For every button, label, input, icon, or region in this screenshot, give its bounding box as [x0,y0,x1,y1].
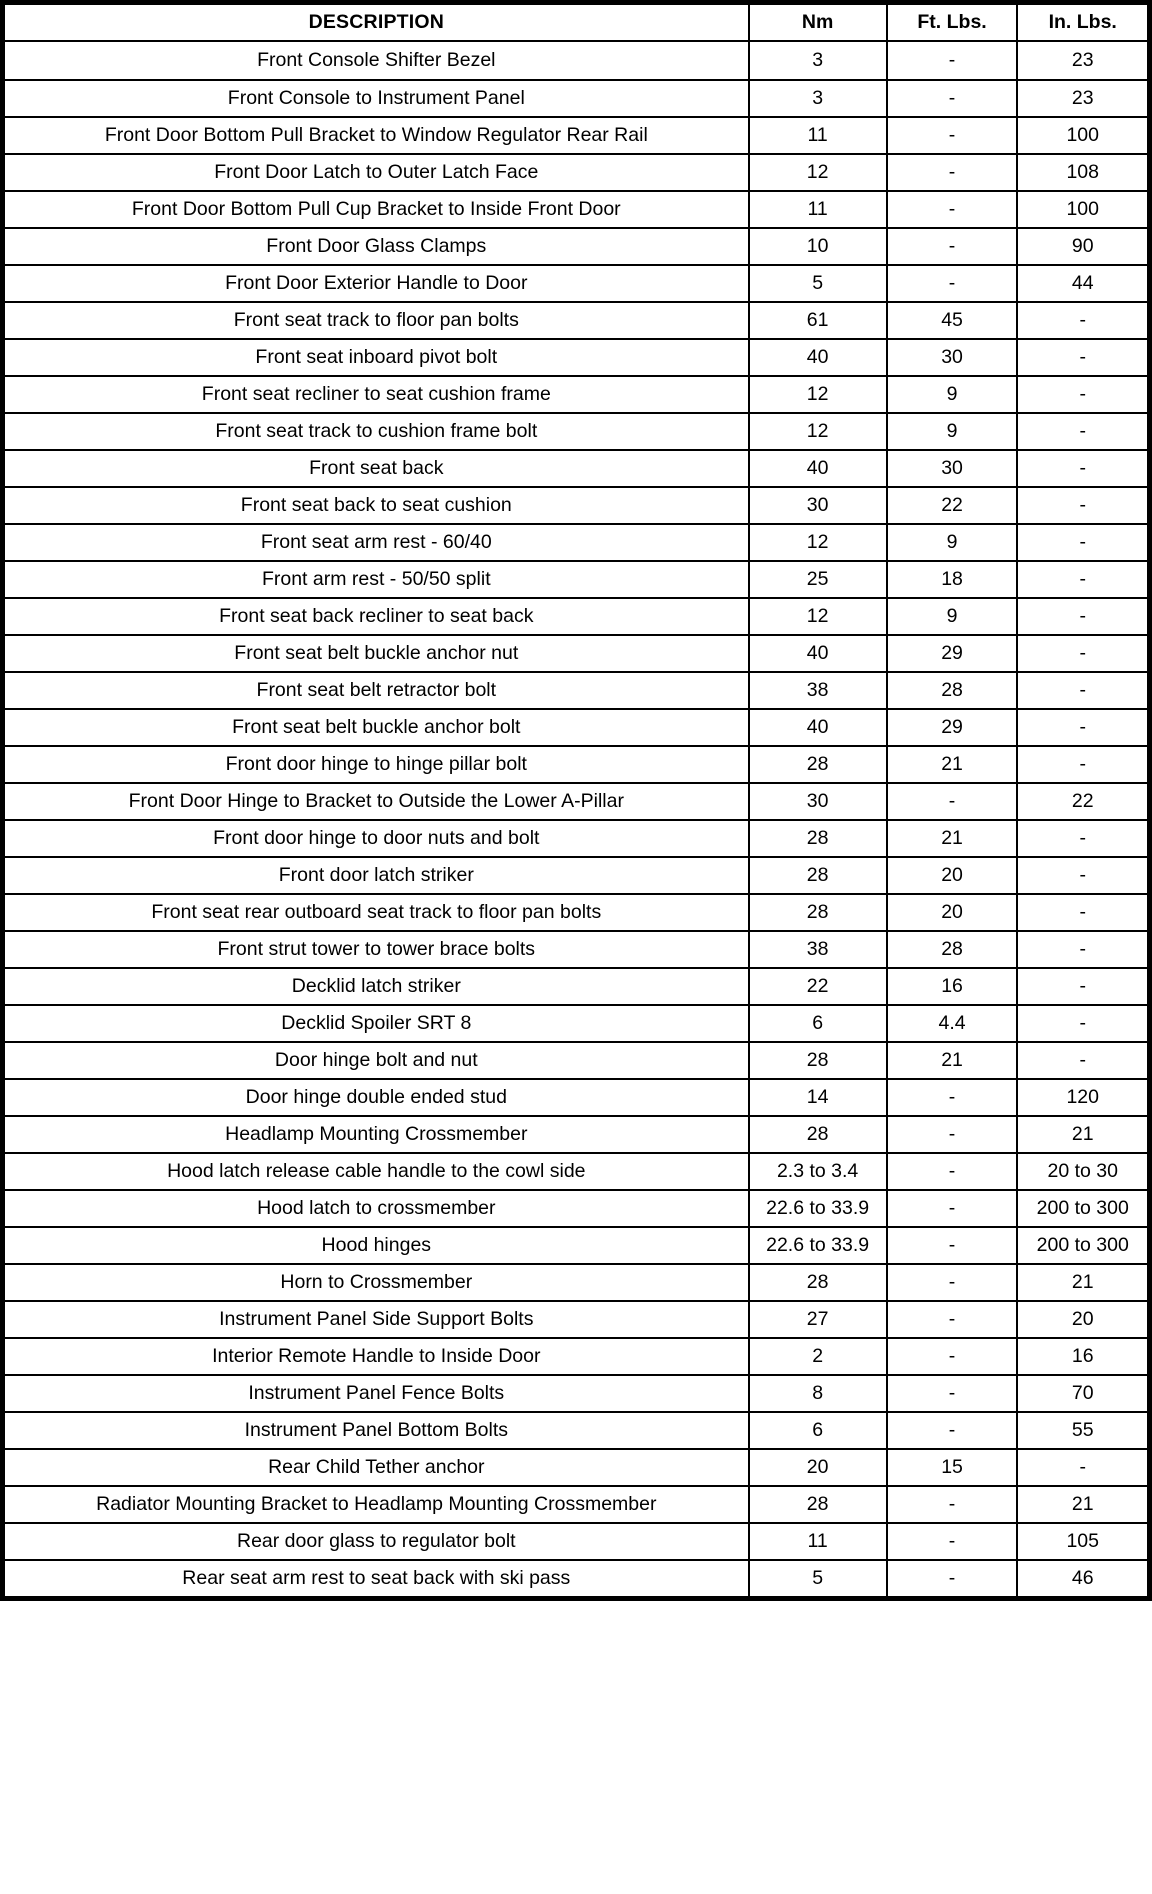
table-row [3,1560,1150,1599]
cell-in-lbs: - [1017,376,1149,413]
cell-in-lbs: - [1017,598,1149,635]
cell-nm: 11 [749,1523,887,1560]
cell-nm: 6 [749,1005,887,1042]
cell-nm: 11 [749,117,887,154]
cell-description: Front Console to Instrument Panel [3,80,749,117]
table-row [3,191,1150,228]
cell-ft-lbs: - [887,1079,1018,1116]
cell-nm: 38 [749,931,887,968]
cell-ft-lbs: - [887,154,1018,191]
table-row [3,672,1150,709]
cell-ft-lbs: - [887,1227,1018,1264]
cell-description: Rear Child Tether anchor [3,1449,749,1486]
table-row [3,450,1150,487]
cell-description: Front Door Glass Clamps [3,228,749,265]
cell-in-lbs: 16 [1017,1338,1149,1375]
table-body [3,41,1150,1599]
cell-nm: 28 [749,1116,887,1153]
cell-description: Front Door Latch to Outer Latch Face [3,154,749,191]
table-row [3,1412,1150,1449]
cell-description: Horn to Crossmember [3,1264,749,1301]
cell-in-lbs: 90 [1017,228,1149,265]
cell-ft-lbs: 21 [887,746,1018,783]
cell-nm: 28 [749,894,887,931]
table-row [3,1042,1150,1079]
cell-description: Front Door Bottom Pull Cup Bracket to Inside Front Door [3,191,749,228]
cell-ft-lbs: - [887,1375,1018,1412]
cell-description: Hood hinges [3,1227,749,1264]
cell-in-lbs: 23 [1017,41,1149,80]
cell-description: Radiator Mounting Bracket to Headlamp Mounting Crossmember [3,1486,749,1523]
cell-in-lbs: 46 [1017,1560,1149,1599]
cell-ft-lbs: - [887,1116,1018,1153]
cell-description: Front seat belt retractor bolt [3,672,749,709]
cell-description: Decklid Spoiler SRT 8 [3,1005,749,1042]
cell-description: Front strut tower to tower brace bolts [3,931,749,968]
table-row [3,820,1150,857]
cell-description: Front Door Bottom Pull Bracket to Window Regulator Rear Rail [3,117,749,154]
cell-nm: 25 [749,561,887,598]
cell-nm: 28 [749,1042,887,1079]
cell-ft-lbs: 20 [887,894,1018,931]
cell-description: Front Door Hinge to Bracket to Outside the Lower A-Pillar [3,783,749,820]
cell-description: Front seat back recliner to seat back [3,598,749,635]
cell-nm: 12 [749,376,887,413]
cell-in-lbs: 21 [1017,1264,1149,1301]
cell-in-lbs: - [1017,635,1149,672]
table-row [3,1523,1150,1560]
cell-nm: 28 [749,1486,887,1523]
cell-ft-lbs: - [887,1153,1018,1190]
cell-description: Hood latch release cable handle to the cowl side [3,1153,749,1190]
cell-nm: 2 [749,1338,887,1375]
table-row [3,1375,1150,1412]
cell-ft-lbs: - [887,228,1018,265]
cell-in-lbs: 21 [1017,1486,1149,1523]
cell-ft-lbs: 28 [887,672,1018,709]
cell-nm: 28 [749,857,887,894]
cell-nm: 20 [749,1449,887,1486]
cell-ft-lbs: - [887,265,1018,302]
cell-ft-lbs: 9 [887,598,1018,635]
cell-description: Front Console Shifter Bezel [3,41,749,80]
cell-description: Front seat rear outboard seat track to floor pan bolts [3,894,749,931]
cell-description: Instrument Panel Bottom Bolts [3,1412,749,1449]
table-row [3,41,1150,80]
table-row [3,524,1150,561]
cell-in-lbs: - [1017,894,1149,931]
cell-description: Front seat belt buckle anchor nut [3,635,749,672]
table-row [3,117,1150,154]
cell-ft-lbs: - [887,1523,1018,1560]
cell-description: Rear door glass to regulator bolt [3,1523,749,1560]
cell-description: Door hinge bolt and nut [3,1042,749,1079]
table-row [3,561,1150,598]
cell-nm: 22 [749,968,887,1005]
cell-in-lbs: - [1017,1005,1149,1042]
cell-in-lbs: 120 [1017,1079,1149,1116]
cell-in-lbs: 20 [1017,1301,1149,1338]
cell-in-lbs: 108 [1017,154,1149,191]
column-header-nm: Nm [749,3,887,42]
cell-in-lbs: - [1017,339,1149,376]
cell-nm: 2.3 to 3.4 [749,1153,887,1190]
cell-description: Hood latch to crossmember [3,1190,749,1227]
column-header-in-lbs: In. Lbs. [1017,3,1149,42]
cell-description: Front seat back [3,450,749,487]
cell-ft-lbs: 4.4 [887,1005,1018,1042]
cell-ft-lbs: 30 [887,450,1018,487]
cell-in-lbs: - [1017,820,1149,857]
cell-ft-lbs: 18 [887,561,1018,598]
table-row [3,635,1150,672]
table-row [3,746,1150,783]
cell-in-lbs: 105 [1017,1523,1149,1560]
cell-description: Front door hinge to hinge pillar bolt [3,746,749,783]
cell-ft-lbs: 30 [887,339,1018,376]
cell-description: Front door latch striker [3,857,749,894]
cell-in-lbs: - [1017,1449,1149,1486]
cell-ft-lbs: 20 [887,857,1018,894]
cell-nm: 14 [749,1079,887,1116]
cell-in-lbs: 20 to 30 [1017,1153,1149,1190]
cell-in-lbs: - [1017,857,1149,894]
cell-nm: 3 [749,41,887,80]
cell-nm: 40 [749,635,887,672]
table-row [3,1079,1150,1116]
cell-ft-lbs: 22 [887,487,1018,524]
cell-ft-lbs: 9 [887,524,1018,561]
cell-in-lbs: - [1017,709,1149,746]
cell-description: Front seat back to seat cushion [3,487,749,524]
table-row [3,709,1150,746]
cell-in-lbs: 23 [1017,80,1149,117]
table-row [3,376,1150,413]
table-row [3,154,1150,191]
cell-description: Front door hinge to door nuts and bolt [3,820,749,857]
cell-in-lbs: 21 [1017,1116,1149,1153]
table-row [3,857,1150,894]
cell-in-lbs: - [1017,561,1149,598]
cell-in-lbs: 44 [1017,265,1149,302]
cell-in-lbs: - [1017,302,1149,339]
cell-description: Rear seat arm rest to seat back with ski pass [3,1560,749,1599]
table-row [3,1486,1150,1523]
cell-in-lbs: - [1017,413,1149,450]
cell-description: Front seat track to cushion frame bolt [3,413,749,450]
table-row [3,598,1150,635]
cell-nm: 61 [749,302,887,339]
table-row [3,931,1150,968]
cell-description: Front seat inboard pivot bolt [3,339,749,376]
cell-ft-lbs: - [887,1486,1018,1523]
cell-nm: 10 [749,228,887,265]
cell-ft-lbs: 9 [887,376,1018,413]
cell-ft-lbs: - [887,41,1018,80]
cell-ft-lbs: 9 [887,413,1018,450]
cell-nm: 12 [749,524,887,561]
cell-nm: 28 [749,1264,887,1301]
cell-in-lbs: 100 [1017,191,1149,228]
cell-in-lbs: - [1017,672,1149,709]
cell-nm: 28 [749,746,887,783]
cell-nm: 8 [749,1375,887,1412]
column-header-description: DESCRIPTION [3,3,749,42]
cell-ft-lbs: - [887,1264,1018,1301]
cell-in-lbs: - [1017,450,1149,487]
cell-ft-lbs: 29 [887,635,1018,672]
table-row [3,894,1150,931]
cell-description: Instrument Panel Fence Bolts [3,1375,749,1412]
cell-ft-lbs: - [887,1338,1018,1375]
table-row [3,1449,1150,1486]
cell-description: Decklid latch striker [3,968,749,1005]
cell-ft-lbs: - [887,1190,1018,1227]
cell-in-lbs: 22 [1017,783,1149,820]
cell-description: Interior Remote Handle to Inside Door [3,1338,749,1375]
cell-ft-lbs: - [887,80,1018,117]
cell-ft-lbs: - [887,1560,1018,1599]
table-row [3,413,1150,450]
table-row [3,339,1150,376]
cell-ft-lbs: 21 [887,820,1018,857]
table-row [3,968,1150,1005]
cell-description: Door hinge double ended stud [3,1079,749,1116]
cell-ft-lbs: 28 [887,931,1018,968]
cell-in-lbs: - [1017,524,1149,561]
column-header-ft-lbs: Ft. Lbs. [887,3,1018,42]
table-row [3,1005,1150,1042]
cell-nm: 30 [749,487,887,524]
cell-ft-lbs: 15 [887,1449,1018,1486]
cell-nm: 40 [749,709,887,746]
cell-description: Front seat track to floor pan bolts [3,302,749,339]
cell-nm: 40 [749,339,887,376]
cell-description: Headlamp Mounting Crossmember [3,1116,749,1153]
cell-ft-lbs: 45 [887,302,1018,339]
cell-in-lbs: 200 to 300 [1017,1227,1149,1264]
cell-nm: 5 [749,265,887,302]
table-row [3,228,1150,265]
table-row [3,1153,1150,1190]
table-row [3,302,1150,339]
cell-ft-lbs: 29 [887,709,1018,746]
cell-ft-lbs: - [887,117,1018,154]
cell-in-lbs: - [1017,931,1149,968]
cell-ft-lbs: - [887,783,1018,820]
cell-in-lbs: 200 to 300 [1017,1190,1149,1227]
cell-nm: 30 [749,783,887,820]
cell-description: Instrument Panel Side Support Bolts [3,1301,749,1338]
table-row [3,1116,1150,1153]
cell-nm: 12 [749,154,887,191]
cell-nm: 38 [749,672,887,709]
cell-in-lbs: 100 [1017,117,1149,154]
table-row [3,783,1150,820]
cell-nm: 11 [749,191,887,228]
cell-description: Front seat recliner to seat cushion frame [3,376,749,413]
cell-description: Front Door Exterior Handle to Door [3,265,749,302]
cell-nm: 6 [749,1412,887,1449]
table-row [3,487,1150,524]
table-row [3,1227,1150,1264]
cell-ft-lbs: 21 [887,1042,1018,1079]
table-row [3,1264,1150,1301]
cell-nm: 22.6 to 33.9 [749,1227,887,1264]
cell-ft-lbs: - [887,1301,1018,1338]
table-row [3,265,1150,302]
table-header-row [3,3,1150,42]
cell-nm: 22.6 to 33.9 [749,1190,887,1227]
cell-ft-lbs: - [887,1412,1018,1449]
cell-nm: 28 [749,820,887,857]
cell-in-lbs: 70 [1017,1375,1149,1412]
cell-description: Front seat belt buckle anchor bolt [3,709,749,746]
table-row [3,1301,1150,1338]
cell-nm: 27 [749,1301,887,1338]
cell-in-lbs: - [1017,487,1149,524]
table-row [3,1190,1150,1227]
table-row [3,80,1150,117]
table-header [3,3,1150,42]
cell-nm: 40 [749,450,887,487]
cell-in-lbs: - [1017,968,1149,1005]
cell-in-lbs: 55 [1017,1412,1149,1449]
cell-in-lbs: - [1017,746,1149,783]
cell-in-lbs: - [1017,1042,1149,1079]
table-row [3,1338,1150,1375]
cell-description: Front arm rest - 50/50 split [3,561,749,598]
cell-ft-lbs: 16 [887,968,1018,1005]
cell-nm: 12 [749,413,887,450]
cell-nm: 3 [749,80,887,117]
cell-description: Front seat arm rest - 60/40 [3,524,749,561]
cell-ft-lbs: - [887,191,1018,228]
cell-nm: 12 [749,598,887,635]
cell-nm: 5 [749,1560,887,1599]
